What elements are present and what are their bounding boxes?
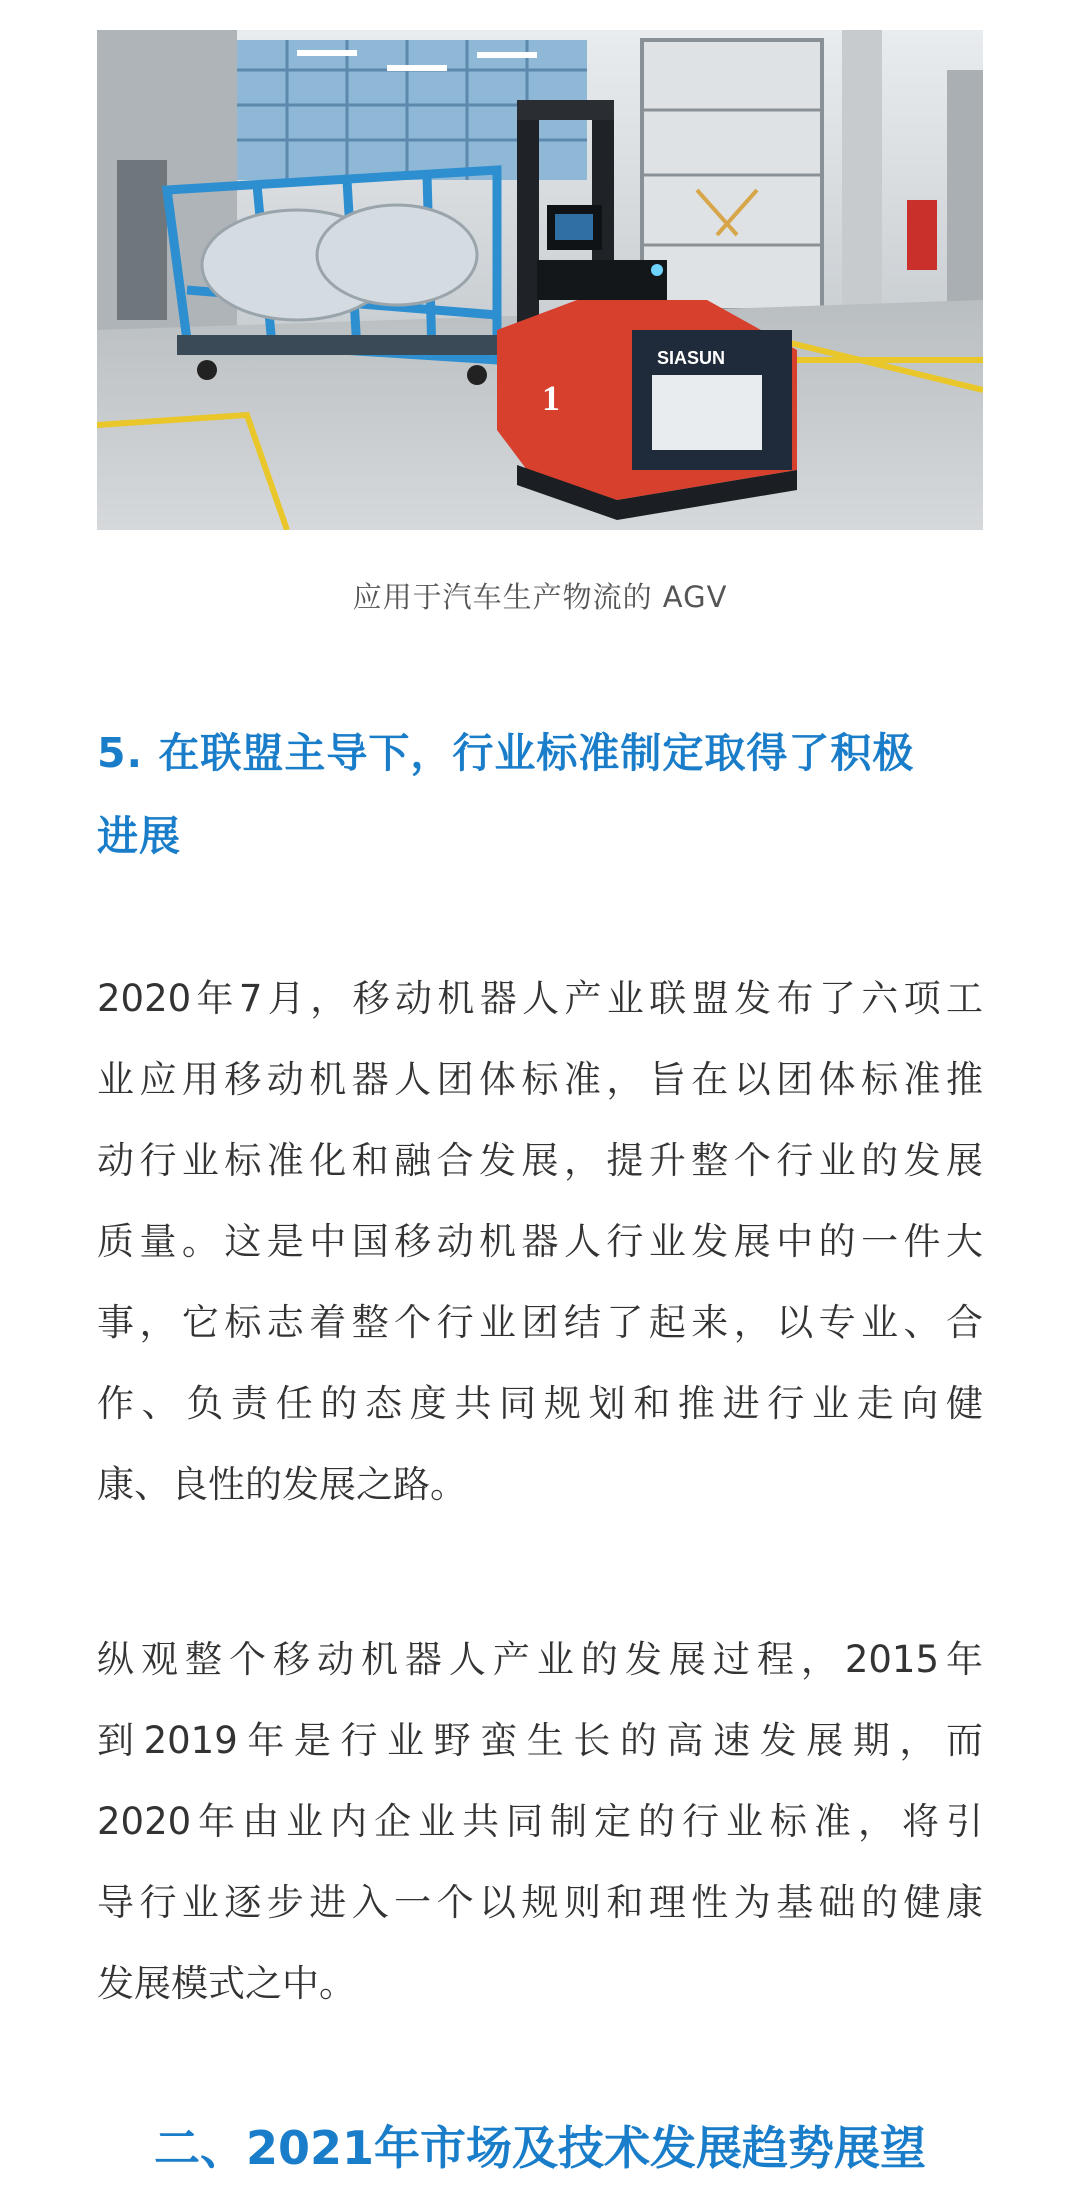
- agv-photo[interactable]: [97, 30, 983, 530]
- agv-logo: SIASUN: [657, 348, 726, 368]
- section-heading-line: 进展: [97, 812, 181, 860]
- next-section-heading: 二、2021年市场及技术发展趋势展望: [153, 2121, 927, 2175]
- paragraph-line: 质量。这是中国移动机器人行业发展中的一件大: [97, 1220, 983, 1263]
- paragraph-line: 发展模式之中。: [97, 1962, 356, 2005]
- paragraph-line: 业应用移动机器人团体标准，旨在以团体标准推: [97, 1058, 983, 1101]
- paragraph-line: 纵观整个移动机器人产业的发展过程，2015年: [97, 1638, 983, 1681]
- paragraph-line: 作、负责任的态度共同规划和推进行业走向健: [97, 1382, 983, 1425]
- paragraph-2: [97, 1619, 983, 2024]
- paragraph-line: 2020年7月，移动机器人产业联盟发布了六项工: [97, 977, 983, 1020]
- paragraph-1: [97, 958, 983, 1525]
- section-heading: [97, 712, 983, 878]
- paragraph-line: 事，它标志着整个行业团结了起来，以专业、合: [97, 1301, 983, 1344]
- agv-number: 1: [542, 378, 560, 418]
- image-caption: 应用于汽车生产物流的 AGV: [352, 580, 728, 614]
- paragraph-line: 导行业逐步进入一个以规则和理性为基础的健康: [97, 1881, 983, 1924]
- paragraph-line: 动行业标准化和融合发展，提升整个行业的发展: [97, 1139, 983, 1182]
- section-heading-line: 5. 在联盟主导下，行业标准制定取得了积极: [97, 729, 915, 777]
- paragraph-line: 到2019年是行业野蛮生长的高速发展期，而: [97, 1719, 983, 1762]
- agv-illustration: [97, 30, 983, 530]
- paragraph-line: 2020年由业内企业共同制定的行业标准，将引: [97, 1800, 983, 1843]
- paragraph-line: 康、良性的发展之路。: [97, 1463, 467, 1506]
